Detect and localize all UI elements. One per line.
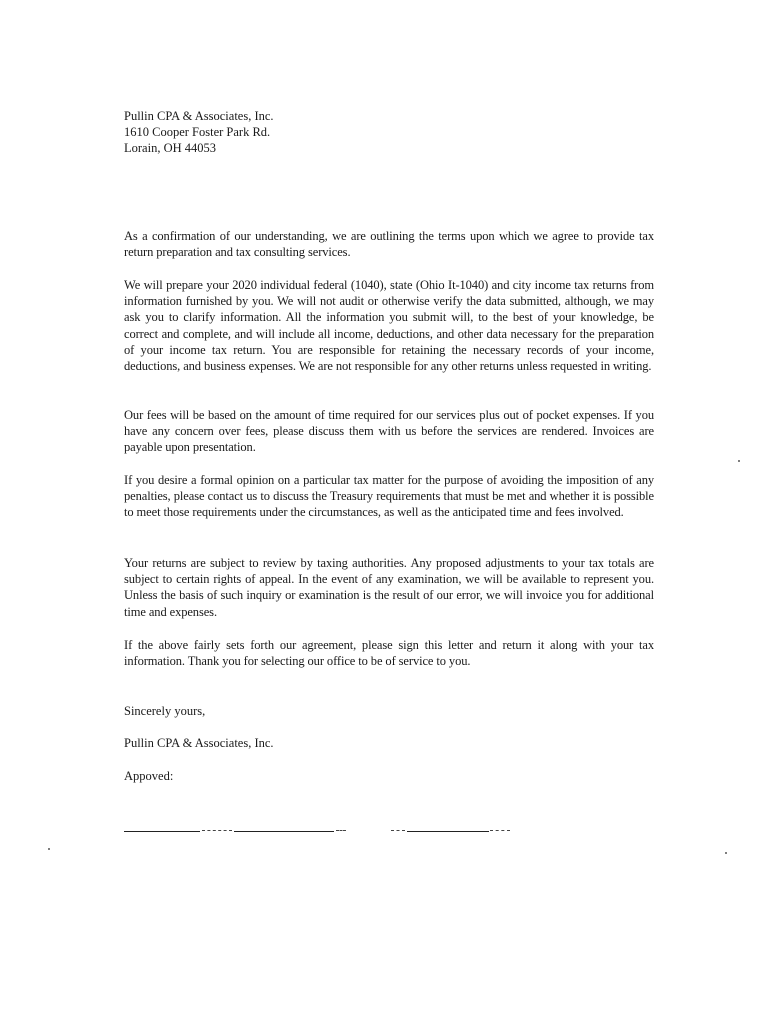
signature-line-right [407,831,489,832]
approved-label: Appoved: [124,769,174,783]
paragraph-formal-opinion: If you desire a formal opinion on a particular tax matter for the purpose of avoiding the imposition of any penalties, please contact us to discuss the Treasury requirements that must be met and whether it is possible to meet those requirements under the circumstances, as well as the anticipated time and fees involved. [124,473,654,520]
signature-line-left-a [124,831,200,832]
signature-line-left-b [234,831,334,832]
paragraph-fees: Our fees will be based on the amount of time required for our services plus out of pocket expenses. If you have any concern over fees, please discuss them with us before the services are rendered. Invoices are payable upon presentation. [124,408,654,455]
paragraph-confirmation: As a confirmation of our understanding, we are outlining the terms upon which we agree to provide tax return preparation and tax consulting services. [124,229,654,260]
scan-speck [738,460,740,462]
signature-line-right-end [490,830,510,831]
street-address: 1610 Cooper Foster Park Rd. [124,125,271,139]
paragraph-review: Your returns are subject to review by taxing authorities. Any proposed adjustments to your tax totals are subject to certain rights of appeal. In the event of any examination, we will be available to represent you. Unless the basis of such inquiry or examination is the result of our error, we will invoice you for additional time and expenses. [124,556,654,619]
closing-salutation: Sincerely yours, [124,704,206,718]
city-state-zip: Lorain, OH 44053 [124,141,216,155]
paragraph-preparation-terms: We will prepare your 2020 individual federal (1040), state (Ohio It-1040) and city income tax returns from information furnished by you. We will not audit or otherwise verify the data submitted, although, we may ask you to clarify information. All the information you submit will, to the best of your knowledge, be correct and complete, and will include all income, deductions, and other data necessary for the preparation of your income tax return. You are responsible for retaining the necessary records of your income, deductions, and business expenses. We are not responsible for any other returns unless requested in writing. [124,278,654,374]
scan-speck [725,852,727,854]
signature-line-left-gap [202,830,232,831]
scan-speck [48,848,50,850]
signature-line-left-end [336,830,346,831]
paragraph-agreement: If the above fairly sets forth our agreement, please sign this letter and return it along with your tax information. Thank you for selecting our office to be of service to you. [124,638,654,669]
company-name: Pullin CPA & Associates, Inc. [124,109,274,123]
signature-line-right-start [391,830,405,831]
closing-signer: Pullin CPA & Associates, Inc. [124,736,274,750]
letterhead-address [124,108,274,156]
